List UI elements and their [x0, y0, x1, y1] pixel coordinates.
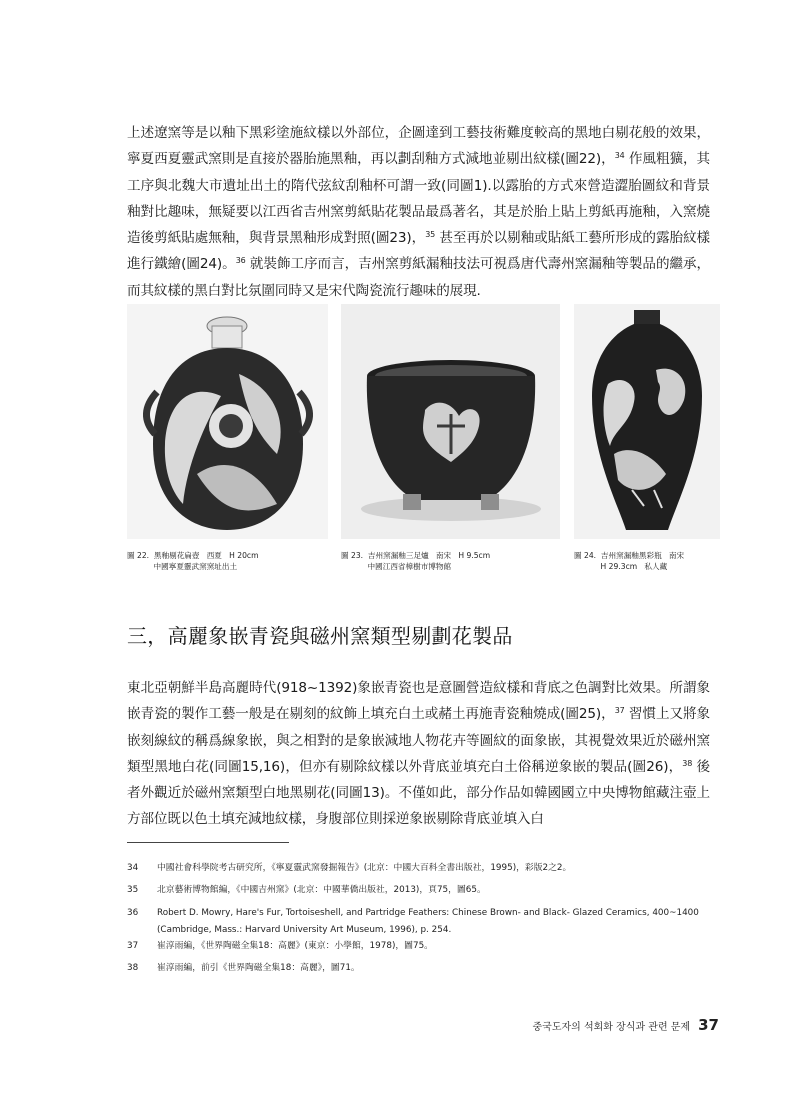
running-title: 중국도자의 석회화 장식과 관련 문제	[532, 1022, 691, 1033]
figure-24-caption: 圖 24. 吉州窯漏釉黑彩瓶 南宋 H 29.3cm 私人藏	[574, 551, 685, 571]
footnote-ref: 37	[614, 706, 625, 716]
body-paragraph-2	[127, 675, 710, 833]
figure-23-caption: 圖 23. 吉州窯漏釉三足爐 南宋 H 9.5cm 中國江西省樟樹市博物館	[341, 551, 491, 571]
footnote-number: 38	[127, 963, 139, 973]
footnote-38	[127, 960, 720, 977]
footnote-text: 中國社會科學院考古研究所，《寧夏靈武窯發掘報告》(北京：中國大百科全書出版社，1995)，彩版2之2。	[157, 863, 572, 873]
figure-22-photo	[127, 304, 328, 539]
text-run: 習慣上又將象嵌刻線紋的稱爲線象嵌，與之相對的是象嵌減地人物花卉等圖紋的面象嵌，其視覺效果近於磁州窯類型黑地白花(同圖15,16)，但亦有剔除紋樣以外背底並填充白土俗稱逆象嵌的製品(圖26)，	[127, 706, 710, 775]
section-heading: 三，高麗象嵌青瓷與磁州窯類型剔劃花製品	[127, 624, 513, 648]
tripod-censer-icon	[341, 304, 560, 539]
text-run: 東北亞朝鮮半島高麗時代(918~1392)象嵌青瓷也是意圖營造紋樣和背底之色調對比效果。所謂象嵌青瓷的製作工藝一般是在剔刻的紋飾上填充白土或赭土再施青瓷釉燒成(圖25)，	[127, 680, 710, 723]
footnote-35	[127, 882, 720, 899]
page-footer	[533, 1016, 720, 1034]
footnote-text: 北京藝術博物館編，《中國吉州窯》(北京：中國華僑出版社，2013)，頁75，圖65。	[157, 885, 486, 895]
text-run: 作風粗獷，其工序與北魏大市遺址出土的隋代弦紋刮釉杯可謂一致(同圖1).以露胎的方式來營造澀胎圖紋和背景釉對比趣味，無疑要以江西省吉州窯剪紙貼花製品最爲著名，其是於胎上貼上剪紙再施釉，入窯燒造後剪紙貼處無釉，與背景黑釉形成對照(圖23)，	[127, 151, 710, 247]
footnote-number: 37	[127, 941, 139, 951]
footnote-34	[127, 860, 720, 877]
footnote-number: 34	[127, 863, 139, 873]
flask-vase-icon	[127, 304, 328, 539]
footnote-divider	[127, 842, 289, 843]
footnote-37	[127, 938, 720, 955]
figure-24-photo	[574, 304, 720, 539]
footnote-text: 崔淳雨編，前引《世界陶磁全集18：高麗》，圖71。	[157, 963, 360, 973]
footnote-36	[127, 905, 720, 938]
footnote-text: 崔淳雨編，《世界陶磁全集18：高麗》(東京：小學館，1978)，圖75。	[157, 941, 433, 951]
footnote-number: 35	[127, 885, 139, 895]
meiping-vase-icon	[574, 304, 720, 539]
footnote-text: Robert D. Mowry, Hare's Fur, Tortoiseshell, and Partridge Feathers: Chinese Brown- and Black- Glazed Ceramics, 400~1400 (Cambridge, Mass.: Harvard University Art Museum, 1996), p. 254.	[157, 908, 699, 935]
footnote-ref: 36	[235, 256, 246, 266]
footnote-number: 36	[127, 908, 139, 918]
footnote-ref: 35	[425, 230, 436, 240]
body-paragraph-1	[127, 120, 710, 304]
footnote-ref: 34	[614, 151, 625, 161]
figure-23-photo	[341, 304, 560, 539]
text-run: 甚至再於以剔釉或貼紙工藝所形成的露胎紋樣進行鐵繪(圖24)。	[127, 230, 710, 273]
footnote-ref: 38	[682, 758, 693, 768]
text-run: 上述遼窯等是以釉下黑彩塗施紋樣以外部位，企圖達到工藝技術難度較高的黑地白剔花般的效果，寧夏西夏靈武窯則是直接於器胎施黑釉，再以劃刮釉方式減地並剔出紋樣(圖22)，	[127, 125, 710, 168]
page-number: 37	[698, 1016, 719, 1034]
text-run: 就裝飾工序而言，吉州窯剪紙漏釉技法可視爲唐代壽州窯漏釉等製品的繼承，而其紋樣的黑白對比氛圍同時又是宋代陶瓷流行趣味的展現.	[127, 256, 711, 299]
figure-22-caption: 圖 22. 黑釉剔花扁壺 西夏 H 20cm 中國寧夏靈武窯窯址出土	[127, 551, 259, 571]
text-run: 後者外觀近於磁州窯類型白地黑剔花(同圖13)。不僅如此，部分作品如韓國國立中央博物館藏注壺上方部位既以色土填充減地紋樣，身腹部位則採逆象嵌剔除背底並填入白	[127, 758, 710, 828]
